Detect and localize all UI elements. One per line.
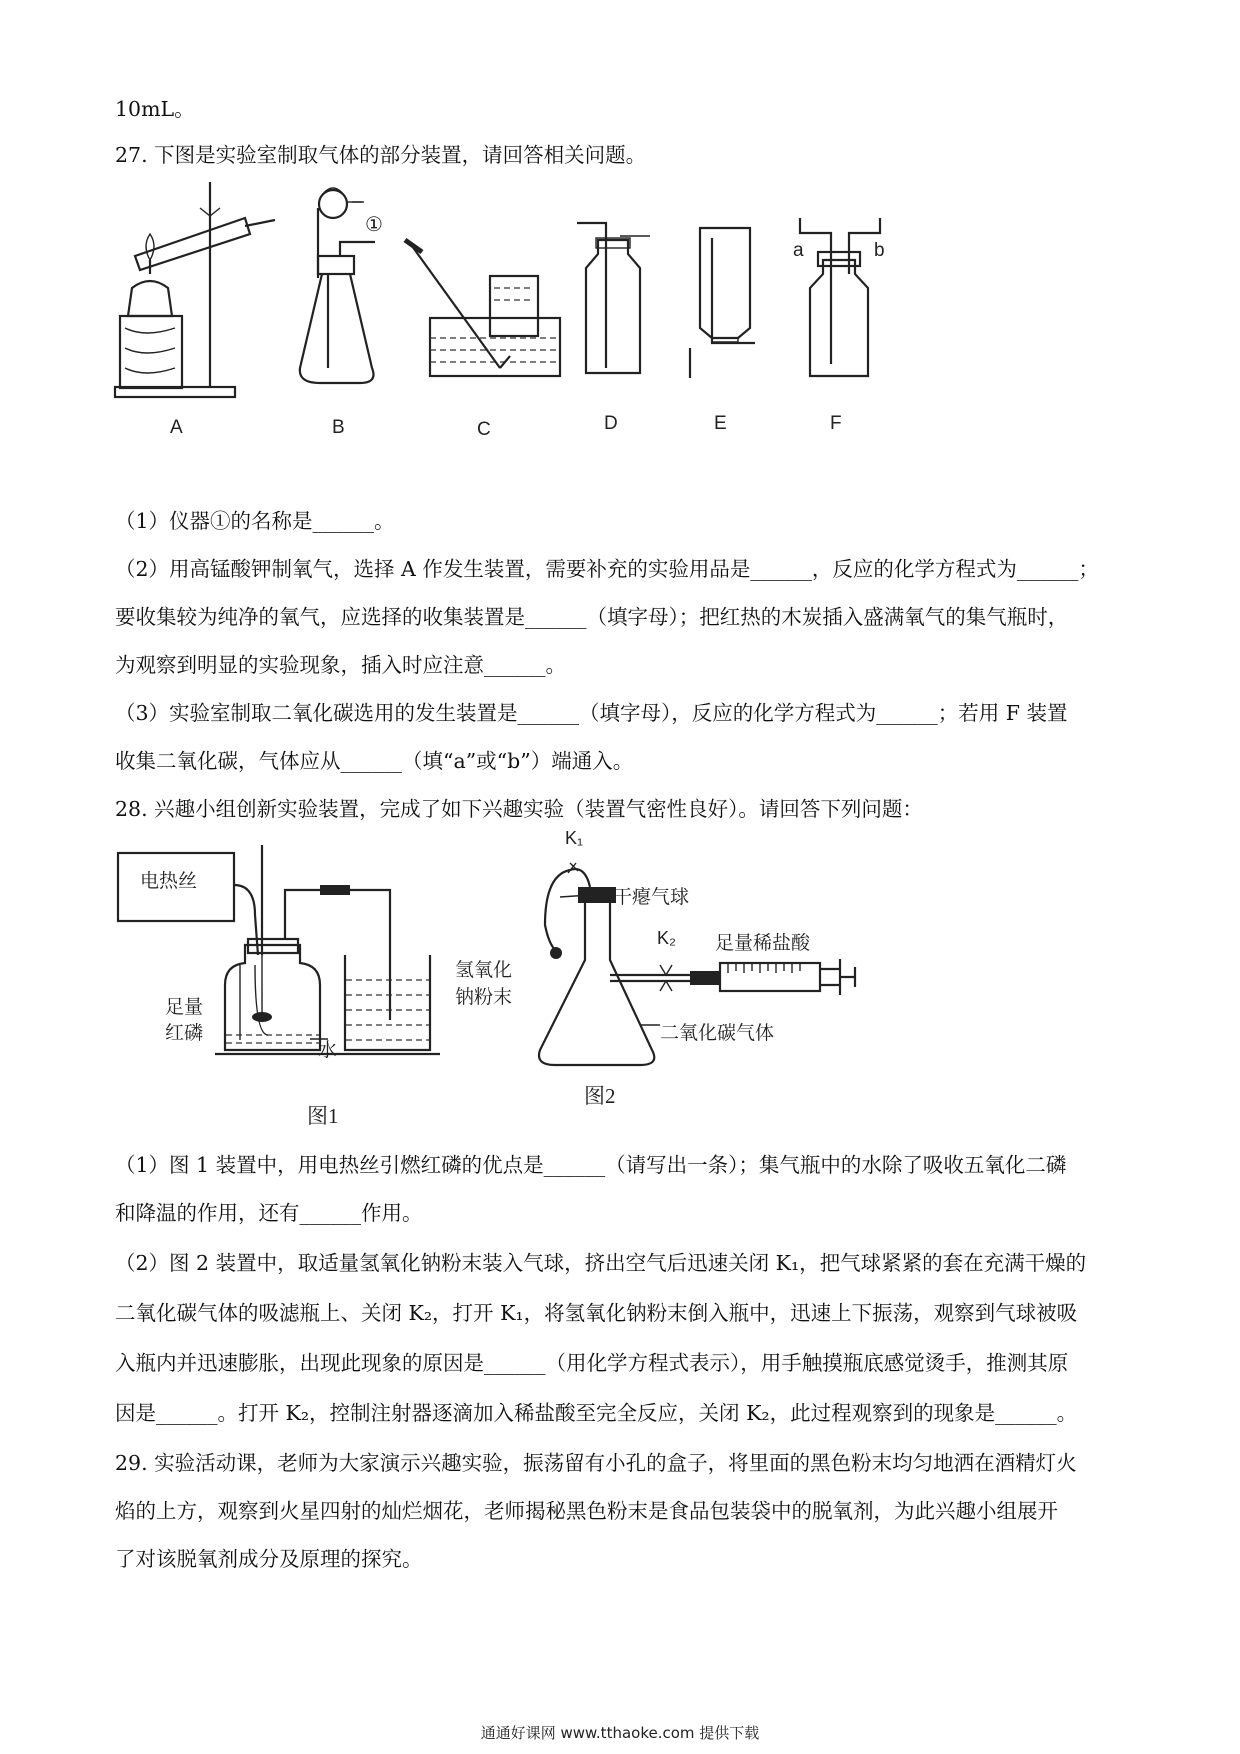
- k1-label: K₁: [565, 828, 584, 848]
- phosphorus-label-1: 足量: [165, 997, 204, 1018]
- q28-part2-line2: 二氧化碳气体的吸滤瓶上、关闭 K₂，打开 K₁，将氢氧化钠粉末倒入瓶中，迅速上下振荡，观察到气球被吸: [115, 1301, 1078, 1325]
- apparatus-c-diagram: [405, 240, 560, 376]
- q28-part2-line3: 入瓶内并迅速膨胀，出现此现象的原因是______（用化学方程式表示），用手触摸瓶底感觉烫手，推测其原: [115, 1351, 1069, 1375]
- q27-part2-line1: （2）用高锰酸钾制氧气，选择 A 作发生装置，需要补充的实验用品是______，反应的化学方程式为______；: [115, 557, 1099, 581]
- apparatus-b-diagram: [300, 188, 375, 383]
- q27-part1: （1）仪器①的名称是______。: [115, 509, 395, 533]
- q28-part2-line1: （2）图 2 装置中，取适量氢氧化钠粉末装入气球，挤出空气后迅速关闭 K₁，把气球紧紧的套在充满干燥的: [115, 1251, 1087, 1275]
- q28-part2-line4: 因是______。打开 K₂，控制注射器逐滴加入稀盐酸至完全反应，关闭 K₂，此过程观察到的现象是______。: [115, 1401, 1078, 1425]
- port-a-label: a: [793, 240, 804, 261]
- q28-part1-line1: （1）图 1 装置中，用电热丝引燃红磷的优点是______（请写出一条）；集气瓶中的水除了吸收五氧化二磷: [115, 1153, 1067, 1177]
- label-a: A: [170, 417, 183, 438]
- balloon-label: 干瘪气球: [613, 887, 690, 908]
- phosphorus-label-2: 红磷: [165, 1023, 204, 1044]
- k2-label: K₂: [657, 928, 676, 948]
- heater-label: 电热丝: [140, 871, 198, 892]
- label-e: E: [714, 413, 727, 434]
- figure-27-apparatus: [0, 178, 1240, 438]
- port-b-label: b: [874, 240, 885, 261]
- label-d: D: [604, 413, 618, 434]
- instrument-marker: ①: [365, 214, 383, 236]
- q28-part1-line2: 和降温的作用，还有______作用。: [115, 1201, 423, 1225]
- label-b: B: [332, 417, 345, 438]
- question-27-title: 27. 下图是实验室制取气体的部分装置，请回答相关问题。: [115, 143, 647, 167]
- figure-2-caption: 图2: [584, 1084, 616, 1108]
- text-line: 10mL。: [115, 97, 195, 121]
- apparatus-f-diagram: [800, 218, 880, 376]
- acid-label: 足量稀盐酸: [715, 933, 811, 954]
- apparatus-e-diagram: [690, 228, 755, 378]
- water-label: 水: [318, 1040, 338, 1061]
- naoh-label-1: 氢氧化: [455, 960, 513, 981]
- apparatus-a-diagram: [115, 182, 275, 397]
- page-footer: 通通好课网 www.tthaoke.com 提供下载: [480, 1724, 760, 1742]
- label-f: F: [830, 413, 842, 434]
- question-28-title: 28. 兴趣小组创新实验装置，完成了如下兴趣实验（装置气密性良好）。请回答下列问题：: [115, 797, 923, 821]
- q27-part2-line2: 要收集较为纯净的氧气，应选择的收集装置是______（填字母）；把红热的木炭插入盛满氧气的集气瓶时，: [115, 605, 1069, 629]
- question-29-line1: 29. 实验活动课，老师为大家演示兴趣实验，振荡留有小孔的盒子，将里面的黑色粉末均匀地洒在酒精灯火: [115, 1451, 1077, 1475]
- question-29-line2: 焰的上方，观察到火星四射的灿烂烟花，老师揭秘黑色粉末是食品包装袋中的脱氧剂，为此兴趣小组展开: [115, 1499, 1058, 1523]
- apparatus-d-diagram: [577, 223, 650, 373]
- q27-part3-line1: （3）实验室制取二氧化碳选用的发生装置是______（填字母），反应的化学方程式为______；若用 F 装置: [115, 701, 1068, 725]
- question-29-line3: 了对该脱氧剂成分及原理的探究。: [115, 1547, 423, 1571]
- label-c: C: [477, 419, 491, 440]
- naoh-label-2: 钠粉末: [455, 987, 513, 1008]
- q27-part3-line2: 收集二氧化碳，气体应从______（填“a”或“b”）端通入。: [115, 749, 634, 773]
- co2-label: 二氧化碳气体: [660, 1023, 775, 1044]
- q27-part2-line3: 为观察到明显的实验现象，插入时应注意______。: [115, 653, 566, 677]
- figure-1-caption: 图1: [307, 1104, 339, 1128]
